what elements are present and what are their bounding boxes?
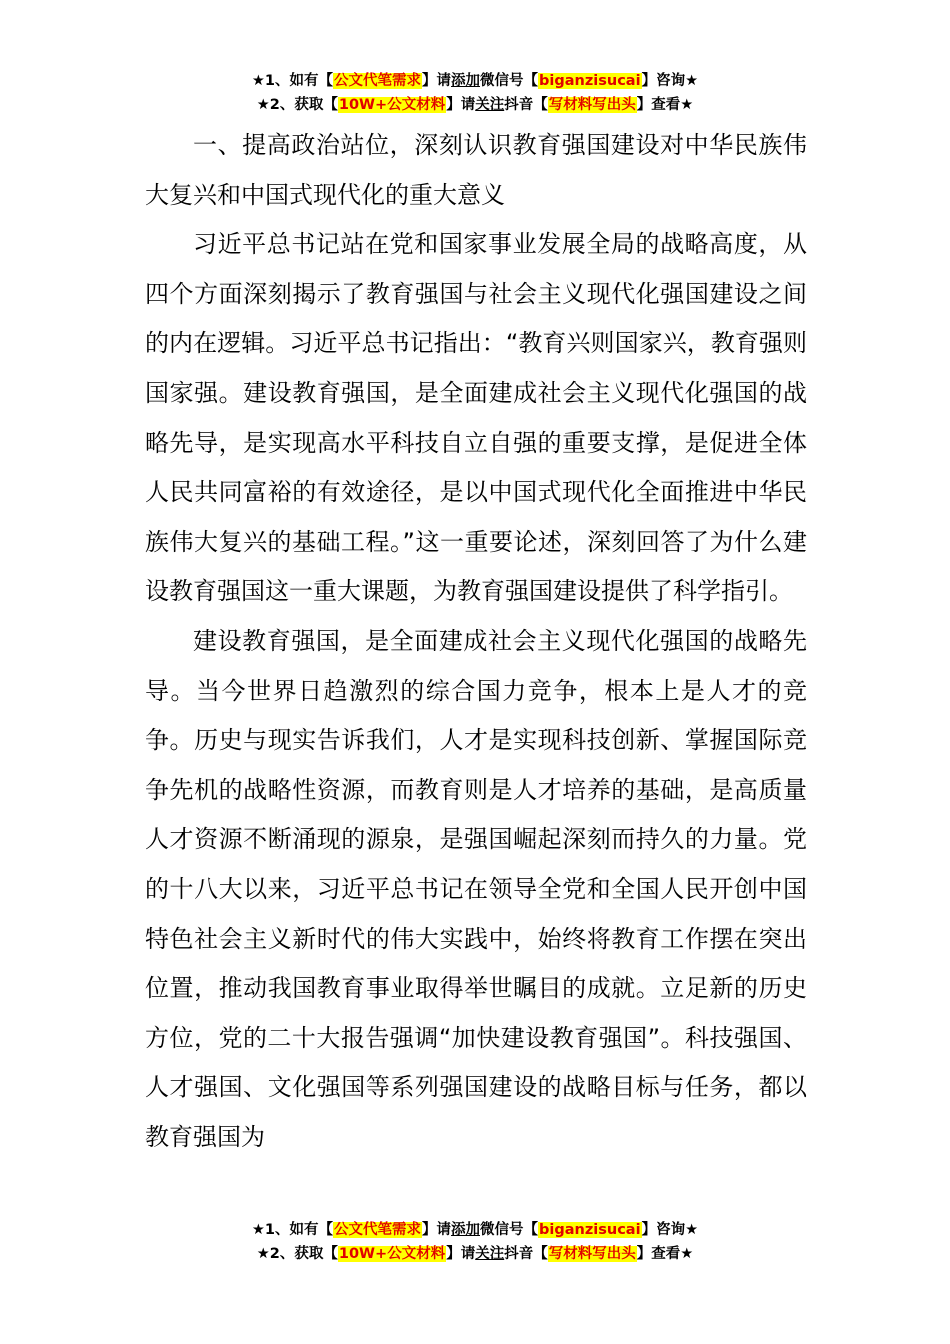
document-body bbox=[145, 121, 807, 1162]
promo-text: ★1、如有【 bbox=[251, 73, 334, 89]
promo-text: 】请 bbox=[446, 97, 476, 113]
promo-highlight-materials: 10W+公文材料 bbox=[338, 97, 446, 113]
promo-line-1 bbox=[0, 1218, 950, 1242]
promo-highlight-wechat-id: biganzisucai bbox=[539, 1222, 641, 1238]
promo-highlight-service: 公文代笔需求 bbox=[334, 1222, 422, 1238]
promo-highlight-service: 公文代笔需求 bbox=[334, 73, 422, 89]
paragraph: 习近平总书记站在党和国家事业发展全局的战略高度，从四个方面深刻揭示了教育强国与社会主义现代化强国建设之间的内在逻辑。习近平总书记指出：“教育兴则国家兴，教育强则国家强。建设教育强国，是全面建成社会主义现代化强国的战略先导，是实现高水平科技自立自强的重要支撑，是促进全体人民共同富裕的有效途径，是以中国式现代化全面推进中华民族伟大复兴的基础工程。”这一重要论述，深刻回答了为什么建设教育强国这一重大课题，为教育强国建设提供了科学指引。 bbox=[145, 230, 807, 606]
promo-highlight-wechat-id: biganzisucai bbox=[539, 73, 641, 89]
promo-line-1 bbox=[0, 69, 950, 93]
promo-text: 微信号【 bbox=[480, 1222, 539, 1238]
promo-text: 】咨询★ bbox=[641, 1222, 699, 1238]
promo-line-2 bbox=[0, 93, 950, 117]
promo-text: 抖音【 bbox=[504, 1246, 548, 1262]
promo-text: 】查看★ bbox=[636, 97, 694, 113]
section-heading: 一、提高政治站位，深刻认识教育强国建设对中华民族伟大复兴和中国式现代化的重大意义 bbox=[145, 131, 807, 209]
promo-text: 抖音【 bbox=[504, 97, 548, 113]
promo-text: 】请 bbox=[422, 1222, 452, 1238]
promo-highlight-materials: 10W+公文材料 bbox=[338, 1246, 446, 1262]
promo-highlight-douyin-account: 写材料写出头 bbox=[548, 97, 636, 113]
promo-text: 】咨询★ bbox=[641, 73, 699, 89]
promo-text: 】请 bbox=[446, 1246, 476, 1262]
paragraph: 建设教育强国，是全面建成社会主义现代化强国的战略先导。当今世界日趋激烈的综合国力竞争，根本上是人才的竞争。历史与现实告诉我们，人才是实现科技创新、掌握国际竞争先机的战略性资源，而教育则是人才培养的基础，是高质量人才资源不断涌现的源泉，是强国崛起深刻而持久的力量。党的十八大以来，习近平总书记在领导全党和全国人民开创中国特色社会主义新时代的伟大实践中，始终将教育工作摆在突出位置，推动我国教育事业取得举世瞩目的成就。立足新的历史方位，党的二十大报告强调“加快建设教育强国”。科技强国、人才强国、文化强国等系列强国建设的战略目标与任务，都以教育强国为 bbox=[145, 626, 807, 1151]
promo-underline-text: 添加 bbox=[451, 1222, 481, 1238]
promo-text: ★2、获取【 bbox=[256, 97, 338, 113]
promo-underline-text: 关注 bbox=[475, 97, 505, 113]
promo-text: ★1、如有【 bbox=[251, 1222, 334, 1238]
promo-text: 】查看★ bbox=[636, 1246, 694, 1262]
promo-line-2 bbox=[0, 1242, 950, 1266]
promo-highlight-douyin-account: 写材料写出头 bbox=[548, 1246, 636, 1262]
promo-underline-text: 添加 bbox=[451, 73, 481, 89]
promo-banner-top bbox=[0, 69, 950, 117]
promo-underline-text: 关注 bbox=[475, 1246, 505, 1262]
promo-text: 微信号【 bbox=[480, 73, 539, 89]
promo-banner-bottom bbox=[0, 1218, 950, 1266]
promo-text: ★2、获取【 bbox=[256, 1246, 338, 1262]
promo-text: 】请 bbox=[422, 73, 452, 89]
